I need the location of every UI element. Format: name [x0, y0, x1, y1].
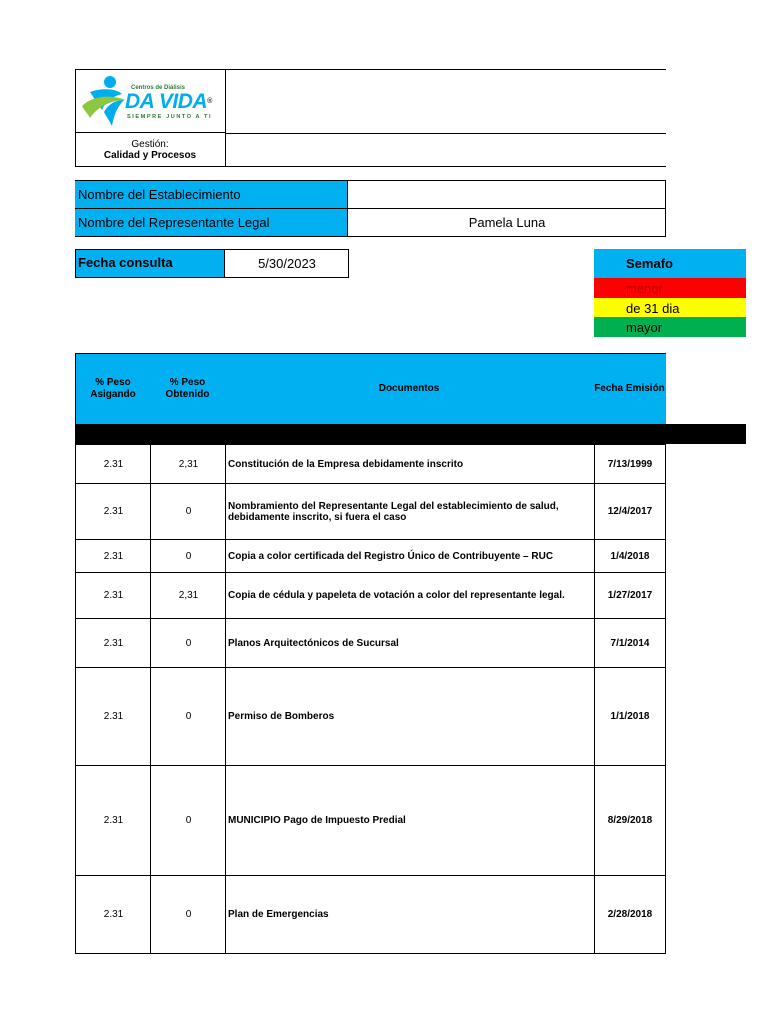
cell-documento: Copia a color certificada del Registro Único de Contribuyente – RUC [225, 539, 595, 573]
cell-documento: Planos Arquitectónicos de Sucursal [225, 618, 595, 668]
establecimiento-value [348, 181, 666, 208]
logo-brand-text [125, 91, 212, 113]
cell-peso-asignado: 2.31 [75, 572, 151, 619]
semaforo-de-31-dias: de 31 dia [594, 298, 746, 318]
gestion-cell [75, 133, 226, 167]
cell-fecha-emision: 1/27/2017 [594, 572, 666, 619]
representante-label: Nombre del Representante Legal [75, 209, 348, 236]
cell-peso-asignado: 2.31 [75, 444, 151, 484]
col-header-peso-asignado: % Peso Asigando [75, 353, 151, 425]
cell-fecha-emision: 7/13/1999 [594, 444, 666, 484]
logo-registered: ® [207, 98, 212, 105]
cell-documento: MUNICIPIO Pago de Impuesto Predial [225, 765, 595, 876]
logo-top-text: Centros de Diálisis [131, 85, 186, 91]
cell-peso-asignado: 2.31 [75, 765, 151, 876]
table-separator-bar [75, 424, 746, 444]
representante-value: Pamela Luna [468, 215, 546, 230]
establecimiento-label: Nombre del Establecimiento [75, 181, 348, 208]
gestion-value: Calidad y Procesos [103, 150, 197, 161]
col-header-documentos: Documentos [225, 353, 594, 425]
cell-documento: Nombramiento del Representante Legal del establecimiento de salud, debidamente inscrito, si fuera el caso [225, 483, 595, 540]
cell-peso-asignado: 2.31 [75, 539, 151, 573]
cell-peso-obtenido: 0 [150, 539, 226, 573]
cell-fecha-emision: 1/4/2018 [594, 539, 666, 573]
logo-cell [75, 69, 226, 133]
cell-peso-asignado: 2.31 [75, 875, 151, 954]
fecha-consulta-label: Fecha consulta [76, 250, 225, 277]
cell-documento: Permiso de Bomberos [225, 667, 595, 766]
cell-peso-obtenido: 0 [150, 667, 226, 766]
header-divider [226, 133, 666, 134]
cell-peso-asignado: 2.31 [75, 483, 151, 540]
cell-peso-obtenido: 2,31 [150, 572, 226, 619]
cell-peso-asignado: 2.31 [75, 618, 151, 668]
cell-peso-obtenido: 0 [150, 618, 226, 668]
semaforo-title: Semafo [594, 249, 746, 278]
semaforo-menor: menor [594, 278, 746, 298]
col-header-peso-obtenido: % Peso Obtenido [150, 353, 226, 425]
cell-peso-obtenido: 0 [150, 483, 226, 540]
fecha-consulta-value: 5/30/2023 [258, 256, 316, 271]
logo-slogan: SIEMPRE JUNTO A TI [127, 114, 213, 120]
cell-fecha-emision: 2/28/2018 [594, 875, 666, 954]
cell-fecha-emision: 8/29/2018 [594, 765, 666, 876]
col-header-fecha-emision: Fecha Emisión [593, 353, 666, 425]
cell-documento: Plan de Emergencias [225, 875, 595, 954]
cell-fecha-emision: 1/1/2018 [594, 667, 666, 766]
cell-fecha-emision: 7/1/2014 [594, 618, 666, 668]
cell-peso-asignado: 2.31 [75, 667, 151, 766]
gestion-label: Gestión: [131, 139, 169, 150]
cell-peso-obtenido: 0 [150, 875, 226, 954]
cell-documento: Constitución de la Empresa debidamente inscrito [225, 444, 595, 484]
cell-peso-obtenido: 0 [150, 765, 226, 876]
semaforo-mayor: mayor [594, 317, 746, 337]
cell-fecha-emision: 12/4/2017 [594, 483, 666, 540]
cell-peso-obtenido: 2,31 [150, 444, 226, 484]
cell-documento: Copia de cédula y papeleta de votación a color del representante legal. [225, 572, 595, 619]
logo-brand: DA VIDA [125, 90, 208, 113]
